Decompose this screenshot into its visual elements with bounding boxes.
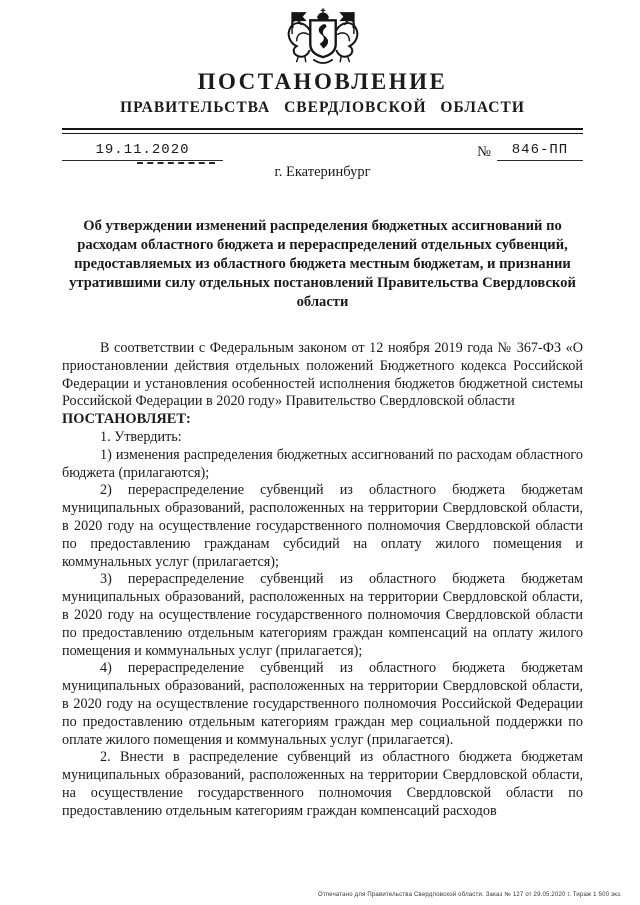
body-paragraph: 2. Внести в распределение субвенций из областного бюджета бюджетам муниципальных образований, расположенных на территории Свердловской области, на осуществление государственного полномочия Свердловской области по предоставлению отдельным категориям граждан компенсаций расходов: [62, 749, 583, 819]
document-title: Об утверждении изменений распределения бюджетных ассигнований по расходам областного бюджета и перераспределений отдельных субвенций, предоставляемых из областного бюджета местным бюджетам, и признании утратившими силу отдельных постановлений Правительства Свердловской области: [69, 218, 576, 310]
document-body: [62, 340, 583, 821]
body-paragraphs: [62, 429, 583, 821]
body-paragraph: 2) перераспределение субвенций из областного бюджета бюджетам муниципальных образований, расположенных на территории Свердловской области, в 2020 году на осуществление государственного полномочия Свердловской области по предоставлению гражданам субсидий на оплату жилого помещения и коммунальных услуг (прилагается);: [62, 482, 583, 570]
header-divider: [62, 128, 583, 134]
body-paragraph: 3) перераспределение субвенций из областного бюджета бюджетам муниципальных образований, расположенных на территории Свердловской области, в 2020 году на осуществление государственного полномочия Свердловской области по предоставлению отдельным категориям граждан компенсаций на оплату жилого помещения и коммунальных услуг (прилагается);: [62, 571, 583, 659]
print-note: Отпечатано для Правительства Свердловской области. Заказ № 127 от 29.05.2020 г. Тираж 1 500 экз.: [317, 892, 622, 898]
document-type-title: ПОСТАНОВЛЕНИЕ: [197, 69, 448, 94]
document-number: 846-ПП: [497, 142, 583, 161]
issuing-authority: ПРАВИТЕЛЬСТВА СВЕРДЛОВСКОЙ ОБЛАСТИ: [120, 99, 525, 116]
resolves-line: ПОСТАНОВЛЯЕТ:: [62, 411, 191, 428]
number-sign: №: [477, 144, 491, 160]
document-date-field: [62, 142, 223, 161]
intro-paragraph: В соответствии с Федеральным законом от 12 ноября 2019 года № 367-ФЗ «О приостановлении действия отдельных положений Бюджетного кодекса Российской Федерации и установления особенностей исполнения бюджетов бюджетной системы Российской Федерации в 2020 году» Правительство Свердловской области: [62, 340, 583, 410]
coat-of-arms-icon: [62, 8, 583, 68]
document-date: 19.11.2020: [95, 142, 190, 158]
body-paragraph: 1. Утвердить:: [100, 428, 182, 445]
body-paragraph: 4) перераспределение субвенций из областного бюджета бюджетам муниципальных образований, расположенных на территории Свердловской области, в 2020 году на осуществление государственного полномочия Российской Федерации по предоставлению отдельным категориям граждан мер социальной поддержки по оплате жилого помещения и коммунальных услуг (прилагается).: [62, 660, 583, 748]
document-header: [62, 8, 583, 181]
date-dash-remnant: [137, 162, 215, 164]
meta-row: [62, 139, 583, 161]
document-number-field: [477, 142, 583, 161]
document-city: г. Екатеринбург: [274, 164, 371, 180]
body-paragraph: 1) изменения распределения бюджетных ассигнований по расходам областного бюджета (прилагаются);: [62, 446, 583, 481]
